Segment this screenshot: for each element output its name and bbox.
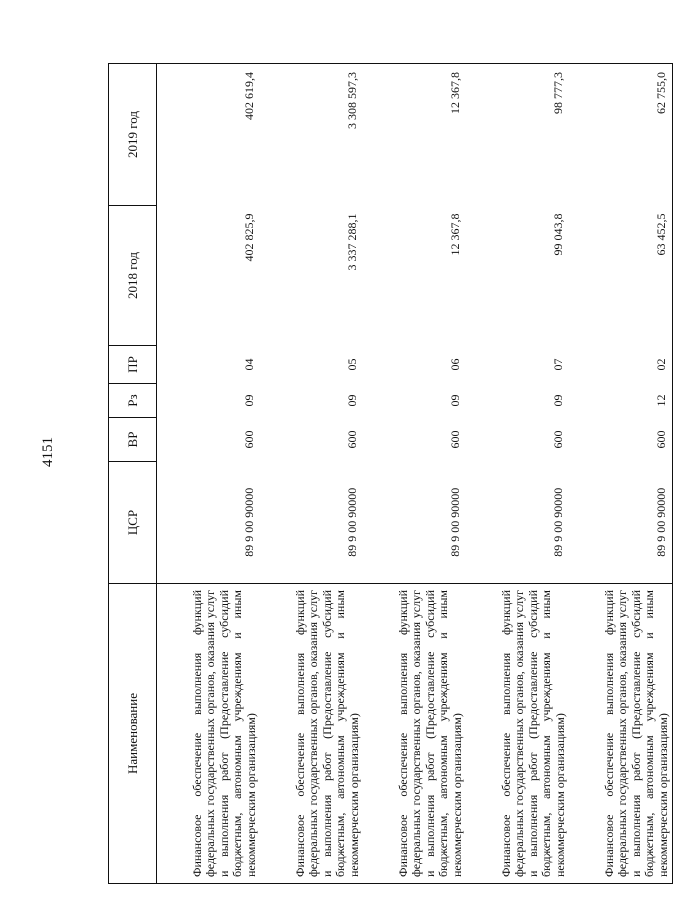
- row-2019: 3 308 597,3: [260, 64, 363, 206]
- row-2019: 402 619,4: [157, 64, 261, 206]
- row-csr: 89 9 00 90000: [448, 487, 462, 557]
- row-rz: 09: [345, 394, 359, 407]
- row-name: Финансовое обеспечение выполнения функций федеральных государственных органов, оказания услуг и выполнения работ (Предоставление субсидий бюджетным, автономным учреждениям и иным некоммерческим организациям): [466, 584, 569, 884]
- row-2018: 12 367,8: [448, 213, 462, 256]
- header-2019: 2019 год: [109, 64, 157, 206]
- header-csr: ЦСР: [109, 462, 157, 584]
- row-2019: 62 755,0: [569, 64, 673, 206]
- row-rz: 09: [242, 394, 256, 407]
- row-vr: 600: [242, 430, 256, 449]
- row-rz: 12: [569, 384, 673, 418]
- row-csr: 89 9 00 90000: [569, 462, 673, 584]
- row-vr: 600: [448, 430, 462, 449]
- row-2018: 402 825,9: [242, 213, 256, 262]
- row-pr: 04: [242, 358, 256, 371]
- page-number: 4151: [40, 437, 56, 467]
- row-rz: 09: [551, 394, 565, 407]
- row-vr: 600: [345, 430, 359, 449]
- row-2019: 12 367,8: [363, 64, 466, 206]
- row-pr: 06: [448, 358, 462, 371]
- row-vr: 600: [551, 430, 565, 449]
- row-vr: 600: [569, 418, 673, 462]
- header-2018: 2018 год: [109, 206, 157, 346]
- row-2018: 63 452,5: [569, 206, 673, 346]
- row-2018: 99 043,8: [551, 213, 565, 256]
- table-header-row: [109, 64, 157, 884]
- row-2019: 98 777,3: [466, 64, 569, 206]
- budget-table: [108, 63, 673, 884]
- row-csr: 89 9 00 90000: [551, 487, 565, 557]
- row-2018: 3 337 288,1: [345, 213, 359, 271]
- table-row: [569, 64, 673, 884]
- header-vr: ВР: [109, 418, 157, 462]
- row-name: Финансовое обеспечение выполнения функций федеральных государственных органов, оказания услуг и выполнения работ (Предоставление субсидий бюджетным, автономным учреждениям и иным некоммерческим организациям): [157, 584, 261, 884]
- row-rz: 09: [448, 394, 462, 407]
- row-name: Финансовое обеспечение выполнения функций федеральных государственных органов, оказания услуг и выполнения работ (Предоставление субсидий бюджетным, автономным учреждениям и иным некоммерческим организациям): [363, 584, 466, 884]
- row-csr: 89 9 00 90000: [345, 487, 359, 557]
- table-row: [157, 64, 261, 884]
- header-rz: Рз: [109, 384, 157, 418]
- table-row: [363, 64, 466, 884]
- header-pr: ПР: [109, 346, 157, 384]
- table-row: [466, 64, 569, 884]
- row-name: Финансовое обеспечение выполнения функций федеральных государственных органов, оказания услуг и выполнения работ (Предоставление субсидий бюджетным, автономным учреждениям и иным некоммерческим организациям): [569, 584, 673, 884]
- rotated-page: [108, 64, 670, 884]
- table-row: [260, 64, 363, 884]
- row-pr: 07: [551, 358, 565, 371]
- header-name: Наименование: [109, 584, 157, 884]
- row-pr: 02: [569, 346, 673, 384]
- row-csr: 89 9 00 90000: [242, 487, 256, 557]
- row-name: Финансовое обеспечение выполнения функций федеральных государственных органов, оказания услуг и выполнения работ (Предоставление субсидий бюджетным, автономным учреждениям и иным некоммерческим организациям): [260, 584, 363, 884]
- row-pr: 05: [345, 358, 359, 371]
